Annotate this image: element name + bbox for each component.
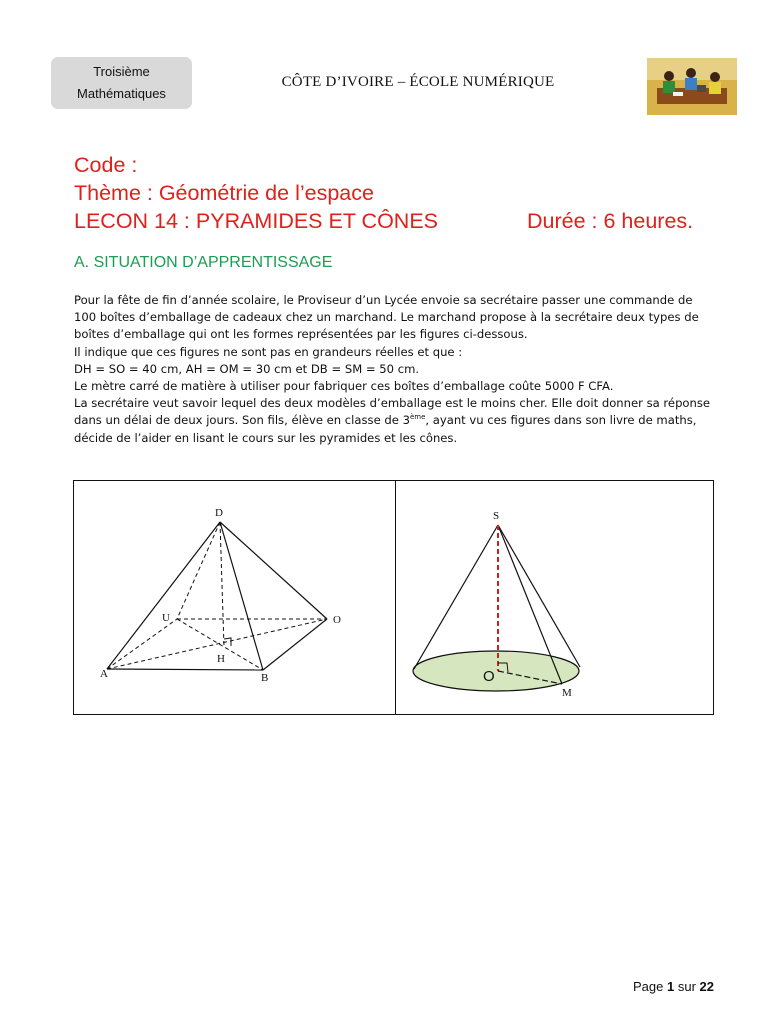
- situation-paragraph: Il indique que ces figures ne sont pas en grandeurs réelles et que :: [74, 344, 463, 359]
- lesson-title: LECON 14 : PYRAMIDES ET CÔNES: [74, 209, 439, 233]
- students-at-desk-illustration: [647, 58, 737, 115]
- level-badge: [51, 57, 192, 109]
- superscript-ordinal: ème: [409, 413, 426, 422]
- vertex-label-d: D: [215, 507, 223, 519]
- situation-text-part: , ayant vu ces figures dans son livre de maths, décide de l’aider en lisant le cours sur les pyramides et les cônes.: [74, 413, 697, 445]
- situation-text-part: La secrétaire veut savoir lequel des deux modèles d’emballage est le moins cher. Elle doit donner sa réponse dans un délai de deux jours. Son fils, élève en classe de 3: [74, 396, 711, 428]
- subject-label: Mathématiques: [77, 86, 166, 101]
- vertex-label-o: O: [333, 614, 341, 626]
- document-header-title: CÔTE D’IVOIRE – ÉCOLE NUMÉRIQUE: [281, 74, 555, 90]
- page-prefix: Page: [633, 979, 667, 994]
- vertex-label-u: U: [162, 612, 170, 624]
- page-number: 1: [667, 979, 675, 994]
- situation-paragraph: Le mètre carré de matière à utiliser pour fabriquer ces boîtes d’emballage coûte 5000 F CFA.: [74, 379, 614, 394]
- page-total: 22: [699, 979, 714, 994]
- level-label: Troisième: [93, 64, 150, 79]
- pyramid-figure: [74, 481, 395, 714]
- vertex-label-a: A: [100, 668, 108, 680]
- situation-paragraph: [74, 395, 714, 447]
- situation-paragraph: DH = SO = 40 cm, AH = OM = 30 cm et DB = SM = 50 cm.: [74, 361, 420, 376]
- situation-text: [74, 292, 714, 447]
- center-label-o: O: [483, 668, 495, 685]
- cone-figure: [397, 481, 713, 714]
- duration-label: Durée : 6 heures.: [527, 209, 694, 233]
- page-footer: [560, 979, 714, 994]
- page-middle: sur: [674, 979, 700, 994]
- vertex-label-h: H: [217, 653, 225, 665]
- section-heading: A. SITUATION D’APPRENTISSAGE: [74, 254, 333, 271]
- code-label: Code :: [74, 153, 138, 177]
- situation-paragraph: Pour la fête de fin d’année scolaire, le Proviseur d’un Lycée envoie sa secrétaire passer une commande de 100 boîtes d’emballage de cadeaux chez un marchand. Le marchand propose à la secrétaire deux types de boîtes d’emballage qui ont les formes représentées par les figures ci-dessous.: [74, 293, 699, 342]
- vertex-label-b: B: [261, 672, 269, 684]
- point-label-m: M: [562, 687, 572, 699]
- vertex-label-s: S: [493, 510, 500, 522]
- theme-label: Thème : Géométrie de l’espace: [74, 181, 374, 205]
